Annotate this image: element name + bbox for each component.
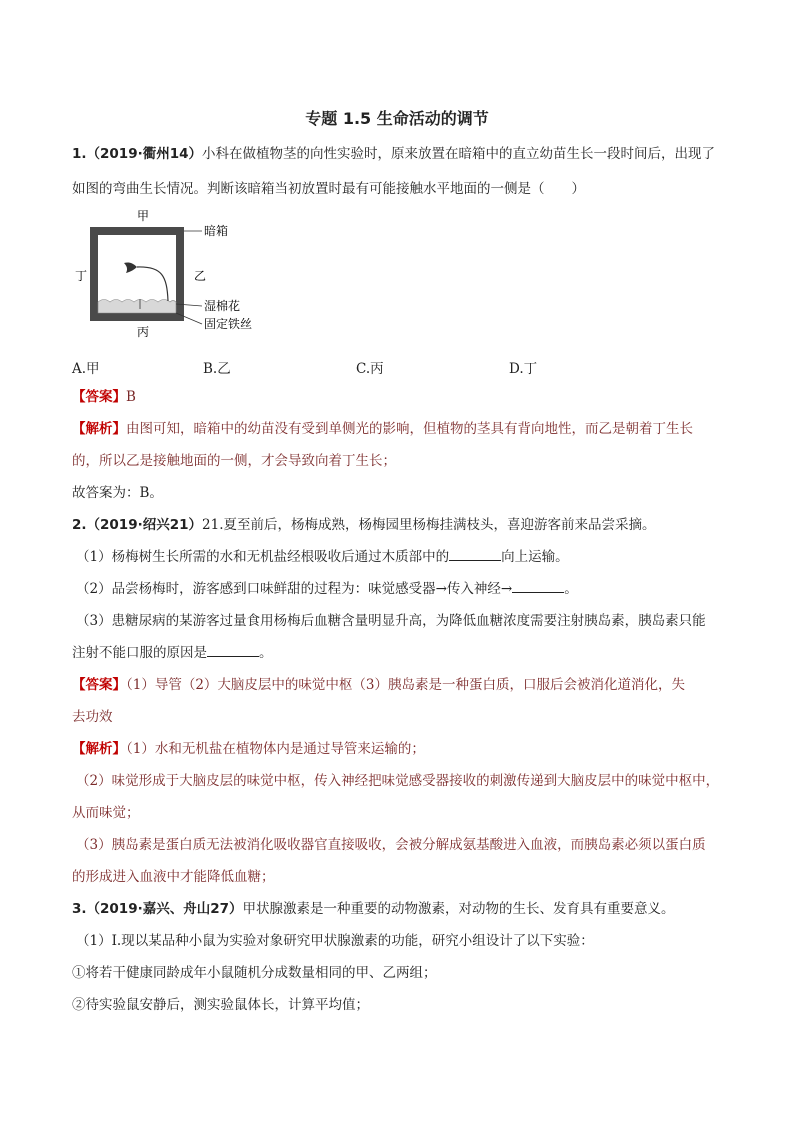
q1-analysis-label: 【解析】 <box>72 421 126 437</box>
q2-sub1-b: 向上运输。 <box>501 549 569 565</box>
q2-sub2-a: （2）品尝杨梅时，游客感到口味鲜甜的过程为：味觉感受器→传入神经→ <box>76 581 513 597</box>
label-bing: 丙 <box>137 325 150 339</box>
q2-sub3-line2 <box>72 644 722 662</box>
q2-sub2 <box>76 580 726 598</box>
q2-answer-label: 【答案】 <box>72 677 126 693</box>
q2-blank-1 <box>449 548 501 561</box>
q3-sub1: （1）Ⅰ.现以某品种小鼠为实验对象研究甲状腺激素的功能，研究小组设计了以下实验： <box>76 933 594 949</box>
q1-analysis-text-1: 由图可知，暗箱中的幼苗没有受到单侧光的影响，但植物的茎具有背向地性，而乙是朝着丁生长 <box>126 421 693 437</box>
q1-answer <box>72 388 722 406</box>
q2-stem <box>72 516 722 534</box>
q2-analysis-line3: 从而味觉； <box>72 805 140 821</box>
q2-blank-3 <box>207 644 259 657</box>
q2-sub2-b: 。 <box>564 581 578 597</box>
q2-answer-text-1: （1）导管（2）大脑皮层中的味觉中枢（3）胰岛素是一种蛋白质，口服后会被消化道消化，失 <box>126 677 686 693</box>
q2-sub3-line1: （3）患糖尿病的某游客过量食用杨梅后血糖含量明显升高，为降低血糖浓度需要注射胰岛素，胰岛素只能 <box>76 613 706 629</box>
label-ding: 丁 <box>75 269 88 283</box>
q2-answer-line1 <box>72 676 722 694</box>
q1-stem-line2: 如图的弯曲生长情况。判断该暗箱当初放置时最有可能接触水平地面的一侧是（ ） <box>72 181 585 197</box>
q3-number: 3.（2019·嘉兴、舟山27） <box>72 901 243 917</box>
label-fixing-wire: 固定铁丝 <box>204 317 253 331</box>
q2-analysis-line5: 的形成进入血液中才能降低血糖； <box>72 869 275 885</box>
q3-stem-text: 甲状腺激素是一种重要的动物激素，对动物的生长、发育具有重要意义。 <box>242 901 675 917</box>
label-wet-cotton: 湿棉花 <box>204 299 241 313</box>
q1-analysis-line2: 的，所以乙是接触地面的一侧，才会导致向着丁生长； <box>72 453 396 469</box>
q2-sub3-c: 。 <box>259 645 273 661</box>
q3-step2: ②待实验鼠安静后，测实验鼠体长，计算平均值； <box>72 997 369 1013</box>
q1-conclusion: 故答案为：B。 <box>72 485 163 501</box>
q1-option-b: B.乙 <box>203 361 231 377</box>
q2-analysis-line1 <box>72 740 722 758</box>
label-jia: 甲 <box>137 209 150 223</box>
q2-sub3-b: 注射不能口服的原因是 <box>72 645 207 661</box>
q3-stem <box>72 900 722 918</box>
dark-box-figure <box>72 206 272 344</box>
q2-number: 2.（2019·绍兴21） <box>72 517 203 533</box>
q2-analysis-line2: （2）味觉形成于大脑皮层的味觉中枢，传入神经把味觉感受器接收的刺激传递到大脑皮层中的味觉中枢中， <box>76 773 720 789</box>
q1-option-d: D.丁 <box>509 361 538 377</box>
q1-option-c: C.丙 <box>356 361 384 377</box>
q1-option-a: A.甲 <box>72 361 100 377</box>
q1-text-1: 小科在做植物茎的向性实验时，原来放置在暗箱中的直立幼苗生长一段时间后，出现了 <box>202 146 716 162</box>
q2-analysis-label: 【解析】 <box>72 741 126 757</box>
q1-answer-value: B <box>126 389 136 405</box>
q2-answer-line2: 去功效 <box>72 709 113 725</box>
q2-sub1 <box>76 548 726 566</box>
q3-step1: ①将若干健康同龄成年小鼠随机分成数量相同的甲、乙两组； <box>72 965 437 981</box>
label-yi: 乙 <box>194 269 207 283</box>
q2-sub1-a: （1）杨梅树生长所需的水和无机盐经根吸收后通过木质部中的 <box>76 549 450 565</box>
page-title: 专题 1.5 生命活动的调节 <box>305 109 489 128</box>
q2-stem-text: 21.夏至前后，杨梅成熟，杨梅园里杨梅挂满枝头，喜迎游客前来品尝采摘。 <box>202 517 656 533</box>
q1-stem-line1 <box>72 145 722 163</box>
q2-blank-2 <box>512 580 564 593</box>
label-dark-box: 暗箱 <box>204 224 229 238</box>
q2-analysis-line4: （3）胰岛素是蛋白质无法被消化吸收器官直接吸收，会被分解成氨基酸进入血液，而胰岛素必须以蛋白质 <box>76 837 706 853</box>
q1-number: 1.（2019·衢州14） <box>72 146 203 162</box>
wet-cotton <box>98 300 176 314</box>
q2-analysis-text-1: （1）水和无机盐在植物体内是通过导管来运输的； <box>126 741 425 757</box>
q1-answer-label: 【答案】 <box>72 389 126 405</box>
q1-analysis-line1 <box>72 420 722 438</box>
